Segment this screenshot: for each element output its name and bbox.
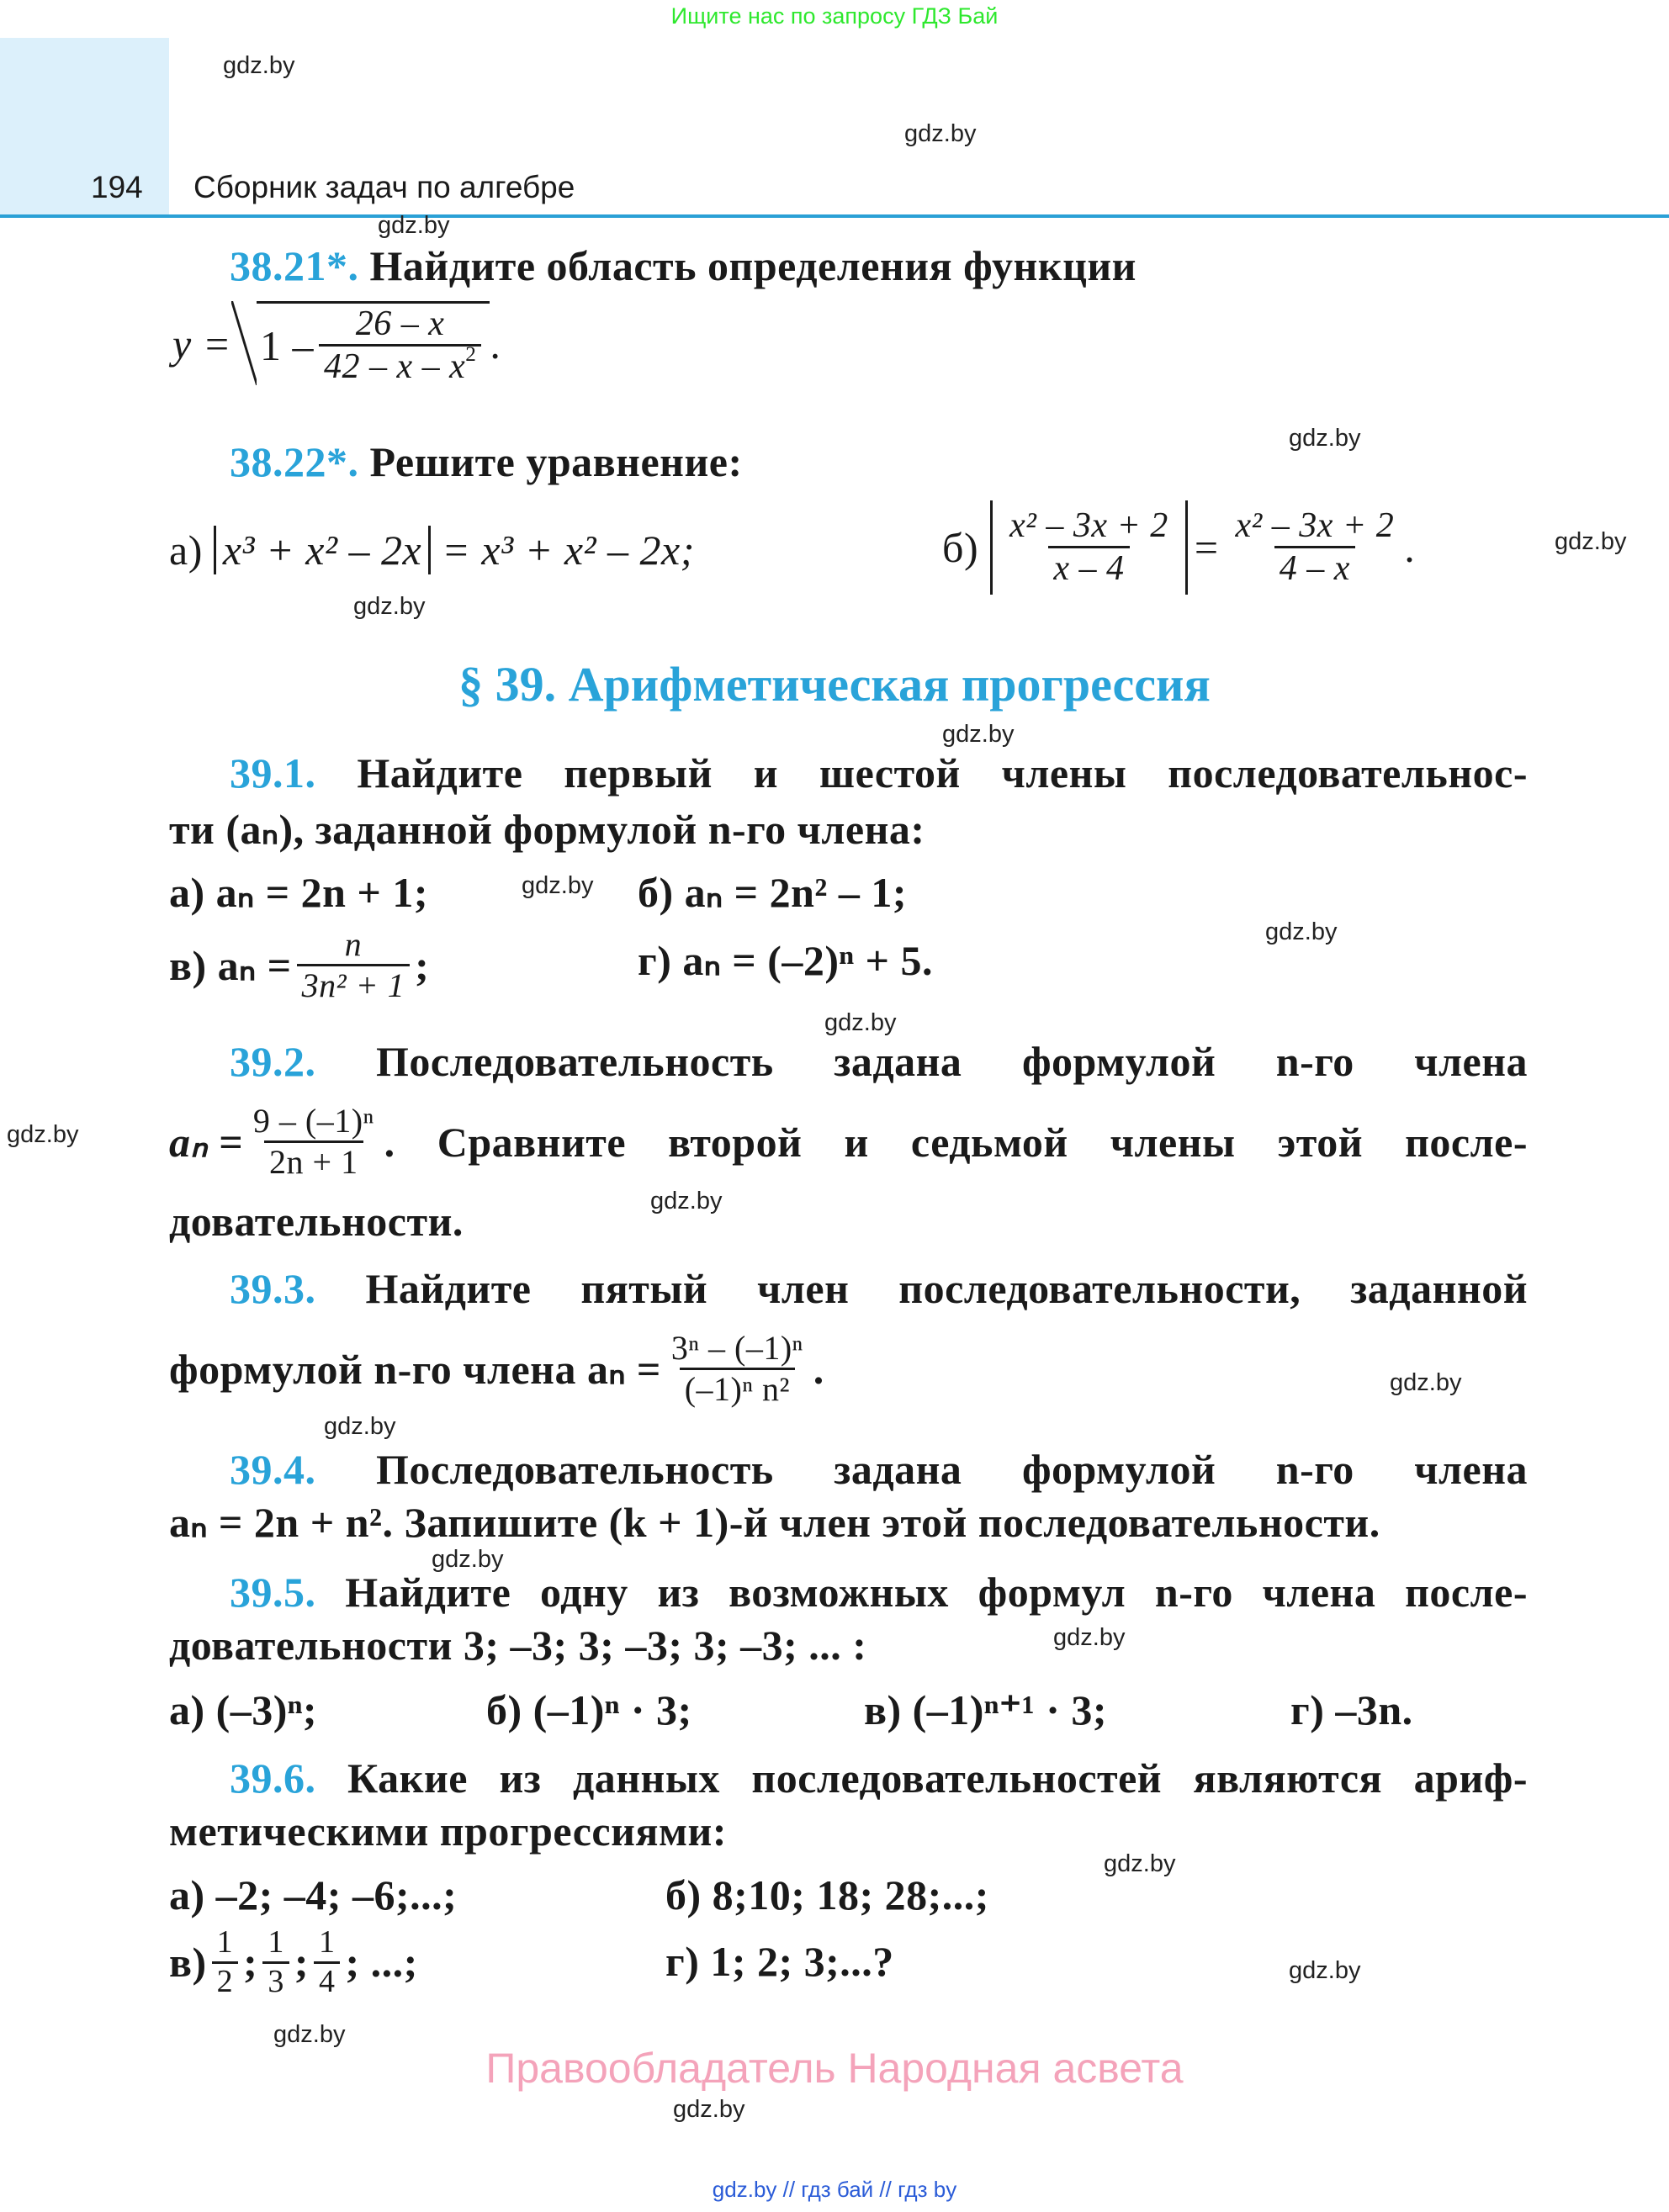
problem-39-6-line1 xyxy=(169,1754,1528,1802)
numerator: 1 xyxy=(318,1924,336,1960)
option-label: а) xyxy=(169,527,203,574)
problem-text: Найдите одну из возможных формул n-го члена после- xyxy=(345,1569,1528,1616)
absolute-value xyxy=(990,500,1188,595)
denominator: (–1)ⁿ n² xyxy=(680,1368,795,1409)
punctuation: . xyxy=(490,320,501,368)
fraction xyxy=(319,304,481,388)
punctuation: ; ...; xyxy=(345,1939,418,1987)
problem-38-21 xyxy=(230,241,1137,290)
equation-rhs: = x³ + x² – 2x; xyxy=(442,527,695,574)
option-v: в) (–1)ⁿ⁺¹ · 3; xyxy=(864,1686,1108,1733)
punctuation: ; xyxy=(415,941,430,989)
denominator: 42 – x – x xyxy=(323,347,466,387)
watermark: gdz.by xyxy=(650,1188,723,1214)
watermark: gdz.by xyxy=(1289,425,1361,452)
problem-39-4-line1 xyxy=(169,1445,1528,1494)
problem-39-3-line2 xyxy=(169,1329,824,1409)
watermark: gdz.by xyxy=(223,52,295,79)
problem-number: 38.21*. xyxy=(230,242,359,289)
option-label: б) xyxy=(942,523,979,571)
punctuation: . xyxy=(1404,523,1416,571)
fraction xyxy=(212,1924,239,2000)
option-a: а) –2; –4; –6;...; xyxy=(169,1871,458,1918)
problem-text: довательности 3; –3; 3; –3; 3; –3; ... : xyxy=(169,1622,867,1669)
watermark: gdz.by xyxy=(824,1009,897,1036)
option-b: б) aₙ = 2n² – 1; xyxy=(638,869,908,916)
option-b: б) 8;10; 18; 28;...; xyxy=(665,1871,989,1918)
formula-lhs: aₙ = xyxy=(169,1118,243,1166)
equals-sign: = xyxy=(1194,523,1219,571)
problem-text: Какие из данных последовательностей являются ариф- xyxy=(347,1754,1528,1802)
problem-text: Найдите пятый член последовательности, заданной xyxy=(365,1265,1529,1312)
problem-text: Решите уравнение: xyxy=(369,438,743,485)
option-g: г) –3n. xyxy=(1290,1686,1413,1733)
option-a: а) aₙ = 2n + 1; xyxy=(169,869,429,916)
numerator: x² – 3x + 2 xyxy=(1235,506,1395,545)
fraction xyxy=(262,1924,289,2000)
fraction xyxy=(314,1924,341,2000)
numerator: 1 xyxy=(268,1924,284,1960)
denominator: 2n + 1 xyxy=(264,1140,363,1182)
problem-text: aₙ = 2n + n². Запишите (k + 1)-й член этой последовательности. xyxy=(169,1499,1380,1546)
section-heading: § 39. Арифметическая прогрессия xyxy=(458,657,1211,712)
watermark: gdz.by xyxy=(1555,528,1627,555)
copyright-notice: Правообладатель Народная асвета xyxy=(485,2045,1184,2092)
watermark: gdz.by xyxy=(904,120,977,147)
problem-39-2-line2 xyxy=(169,1102,1528,1182)
top-banner: Ищите нас по запросу ГДЗ Бай xyxy=(670,3,999,29)
problem-text: Последовательность задана формулой n-го члена xyxy=(376,1038,1528,1085)
watermark: gdz.by xyxy=(1053,1624,1126,1651)
absolute-value: x³ + x² – 2x xyxy=(214,526,431,574)
problem-39-1-line1 xyxy=(169,749,1528,797)
formula-38-21 xyxy=(172,301,501,388)
problem-number: 39.4. xyxy=(230,1446,316,1493)
header-divider xyxy=(0,214,1669,218)
watermark: gdz.by xyxy=(522,872,594,899)
problem-number: 39.5. xyxy=(230,1569,316,1616)
denominator: x – 4 xyxy=(1048,546,1129,589)
numerator: 3ⁿ – (–1)ⁿ xyxy=(670,1329,803,1367)
numerator: n xyxy=(344,925,363,963)
exponent: 2 xyxy=(465,343,477,367)
watermark: gdz.by xyxy=(1265,918,1338,945)
problem-number: 39.6. xyxy=(230,1754,316,1802)
watermark: gdz.by xyxy=(273,2021,346,2048)
problem-39-2-line1 xyxy=(169,1037,1528,1086)
equation-b xyxy=(942,500,1415,595)
denominator: 4 xyxy=(314,1961,341,2001)
fraction xyxy=(666,1329,808,1409)
problem-text: Найдите первый и шестой члены последовательнос- xyxy=(357,749,1529,796)
problem-39-5-line1 xyxy=(169,1568,1528,1617)
square-root xyxy=(257,301,490,388)
option-b: б) (–1)ⁿ · 3; xyxy=(486,1686,692,1733)
denominator: 2 xyxy=(212,1961,239,2001)
option-label: в) xyxy=(169,1939,207,1987)
problem-38-22 xyxy=(230,437,743,486)
punctuation: . xyxy=(813,1345,824,1393)
option-a: а) (–3)ⁿ; xyxy=(169,1686,317,1733)
option-v: в) $\frac{1}{2}$ ; $\frac{1}{3}$ ; $\frac{1}{4}$ ; ...; xyxy=(169,1924,418,1999)
problem-text: Последовательность задана формулой n-го члена xyxy=(376,1446,1528,1493)
problem-text: ти (aₙ), заданной формулой n-го члена: xyxy=(169,806,925,853)
watermark: gdz.by xyxy=(378,212,450,239)
problem-text: довательности. xyxy=(169,1198,464,1245)
fraction xyxy=(248,1102,379,1182)
denominator: 3n² + 1 xyxy=(297,964,410,1005)
numerator: 9 – (–1)ⁿ xyxy=(252,1102,374,1140)
option-label: в) aₙ = xyxy=(169,941,292,989)
formula-term: 1 – xyxy=(259,321,314,369)
problem-text: Найдите область определения функции xyxy=(369,242,1137,289)
watermark: gdz.by xyxy=(1104,1850,1176,1877)
watermark: gdz.by xyxy=(673,2096,745,2123)
watermark: gdz.by xyxy=(353,593,426,620)
numerator: 1 xyxy=(216,1924,234,1960)
page-margin-box xyxy=(0,38,169,216)
fraction xyxy=(297,925,410,1005)
equation-a xyxy=(169,526,695,574)
problem-number: 38.22*. xyxy=(230,438,359,485)
problem-text: метическими прогрессиями: xyxy=(169,1807,727,1855)
book-title: Сборник задач по алгебре xyxy=(193,170,575,204)
watermark: gdz.by xyxy=(1390,1369,1462,1396)
watermark: gdz.by xyxy=(432,1546,504,1573)
page-number: 194 xyxy=(91,170,143,204)
option-g: г) aₙ = (–2)ⁿ + 5. xyxy=(638,937,933,984)
problem-text: . Сравните второй и седьмой члены этой после- xyxy=(384,1118,1528,1166)
problem-number: 39.1. xyxy=(230,749,316,796)
fraction xyxy=(1231,505,1400,590)
numerator: x² – 3x + 2 xyxy=(1009,506,1168,545)
watermark: gdz.by xyxy=(1289,1957,1361,1984)
problem-number: 39.2. xyxy=(230,1038,316,1085)
option-v xyxy=(169,925,429,1005)
footer-links[interactable]: gdz.by // гдз бай // гдз by xyxy=(712,2177,957,2202)
numerator: 26 – x xyxy=(355,304,445,343)
fraction xyxy=(1004,505,1174,590)
problem-39-3-line1 xyxy=(169,1264,1528,1313)
option-g: г) 1; 2; 3;...? xyxy=(665,1938,894,1985)
problem-text: формулой n-го члена aₙ = xyxy=(169,1345,661,1393)
watermark: gdz.by xyxy=(324,1413,396,1440)
problem-number: 39.3. xyxy=(230,1265,316,1312)
denominator: 4 – x xyxy=(1274,546,1355,589)
formula-lhs: y = xyxy=(172,320,231,368)
denominator: 3 xyxy=(262,1961,289,2001)
watermark: gdz.by xyxy=(942,721,1015,748)
watermark: gdz.by xyxy=(7,1121,79,1148)
